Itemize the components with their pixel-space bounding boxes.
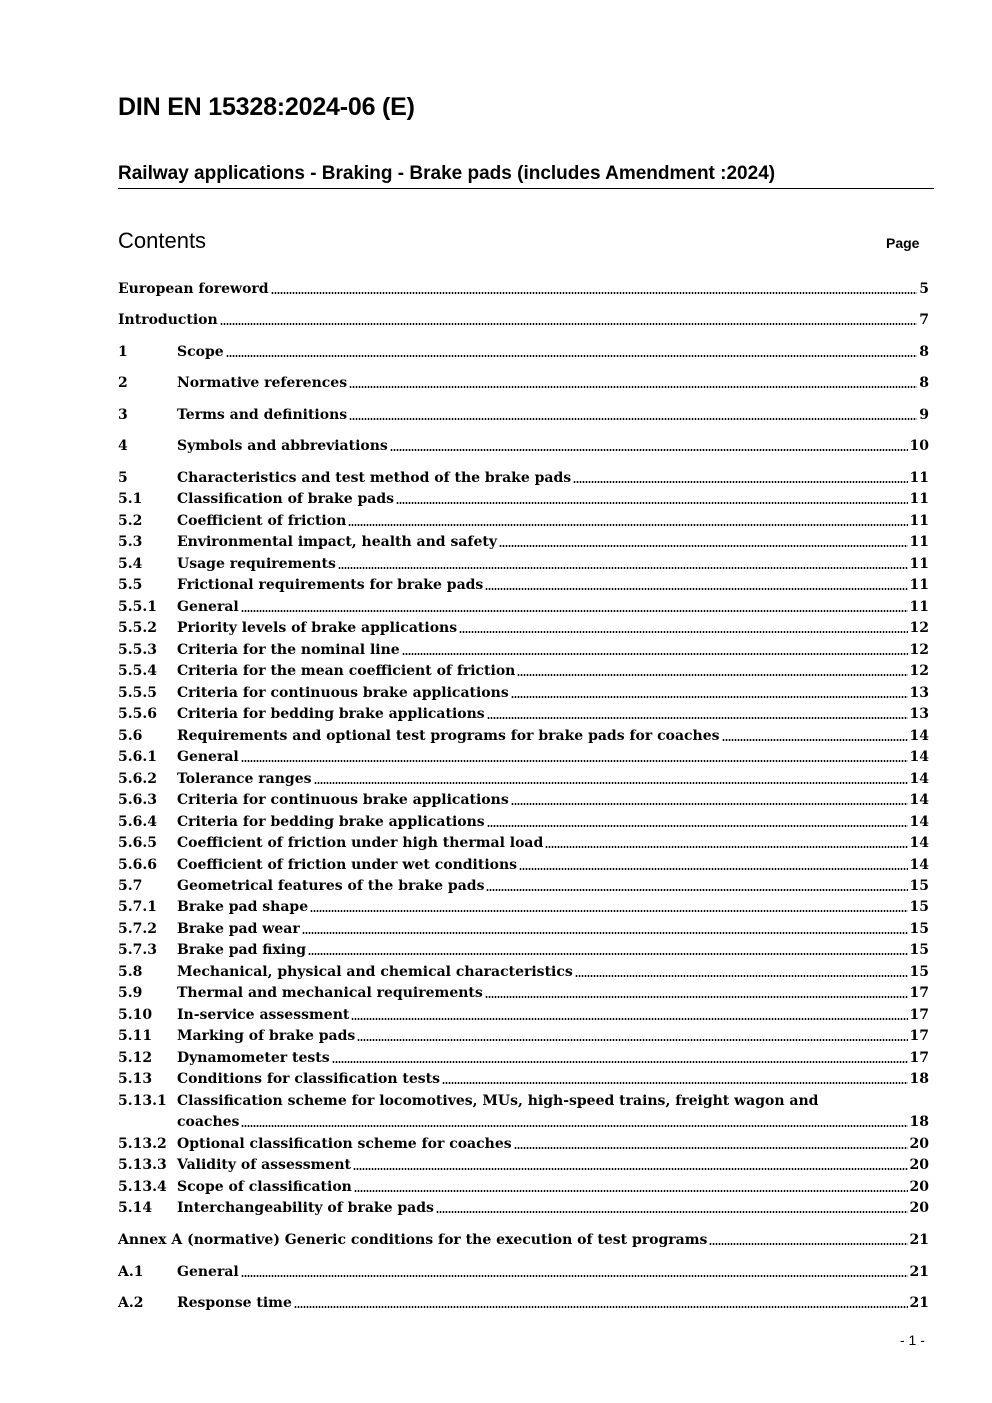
- toc-entry-title: Frictional requirements for brake pads: [177, 577, 484, 593]
- dot-leader: [575, 975, 908, 977]
- dot-leader: [220, 323, 918, 325]
- toc-entry[interactable]: [118, 683, 929, 703]
- toc-entry-number: 5.2: [118, 513, 143, 529]
- toc-entry-number: 5.9: [118, 985, 143, 1001]
- toc-entry[interactable]: [118, 1230, 929, 1250]
- dot-leader: [396, 502, 907, 504]
- toc-entry-page: 18: [909, 1114, 929, 1130]
- toc-entry-page: 15: [909, 921, 929, 937]
- toc-entry-number: 5.5.5: [118, 685, 157, 701]
- dot-leader: [353, 1168, 908, 1170]
- toc-entry-page: 20: [909, 1157, 929, 1173]
- toc-entry-title: Criteria for the mean coefficient of friction: [177, 663, 516, 679]
- dot-leader: [499, 545, 908, 547]
- toc-entry-title: European foreword: [118, 281, 269, 297]
- toc-entry-title: Marking of brake pads: [177, 1028, 356, 1044]
- dot-leader: [354, 1190, 908, 1192]
- toc-entry-number: 5.5.6: [118, 706, 157, 722]
- toc-entry[interactable]: [118, 769, 929, 789]
- toc-entry[interactable]: [118, 1134, 929, 1154]
- toc-entry[interactable]: [118, 1198, 929, 1218]
- dot-leader: [402, 653, 908, 655]
- toc-entry[interactable]: [118, 833, 929, 853]
- toc-entry-title: Criteria for the nominal line: [177, 642, 400, 658]
- toc-entry-title: Interchangeability of brake pads: [177, 1200, 434, 1216]
- toc-entry-number: 5.6: [118, 728, 143, 744]
- toc-entry-title: Criteria for continuous brake applications: [177, 792, 509, 808]
- toc-entry-page: 11: [909, 470, 929, 486]
- toc-entry-title: Scope: [177, 344, 224, 360]
- toc-entry[interactable]: [118, 704, 929, 724]
- toc-entry-number: 5.6.5: [118, 835, 157, 851]
- toc-entry-title: Thermal and mechanical requirements: [177, 985, 483, 1001]
- toc-entry[interactable]: [118, 962, 929, 982]
- toc-entry[interactable]: [118, 1293, 929, 1313]
- toc-entry-title: Response time: [177, 1295, 292, 1311]
- toc-entry-page: 10: [909, 438, 929, 454]
- toc-entry-title: Mechanical, physical and chemical characteristics: [177, 964, 573, 980]
- toc-entry-title: Symbols and abbreviations: [177, 438, 388, 454]
- toc-entry-number: 5.6.1: [118, 749, 157, 765]
- toc-entry[interactable]: [118, 597, 929, 617]
- toc-entry-number: 5.13.1: [118, 1093, 167, 1109]
- dot-leader: [573, 481, 907, 483]
- toc-entry-number: 5.13.4: [118, 1179, 167, 1195]
- toc-entry-page: 5: [919, 281, 929, 297]
- toc-entry-title: General: [177, 1264, 239, 1280]
- toc-entry-title: Environmental impact, health and safety: [177, 534, 497, 550]
- toc-entry-page: 7: [919, 312, 929, 328]
- toc-entry-page: 14: [909, 835, 929, 851]
- toc-entry[interactable]: [118, 812, 929, 832]
- toc-entry-title: Criteria for bedding brake applications: [177, 706, 485, 722]
- toc-entry-page: 17: [909, 1050, 929, 1066]
- toc-entry[interactable]: [118, 1177, 929, 1197]
- toc-entry-title: Dynamometer tests: [177, 1050, 330, 1066]
- toc-entry[interactable]: [118, 1048, 929, 1068]
- toc-entry-page: 20: [909, 1179, 929, 1195]
- dot-leader: [442, 1082, 908, 1084]
- toc-entry[interactable]: [118, 1005, 929, 1025]
- dot-leader: [487, 717, 908, 719]
- dot-leader: [294, 1306, 908, 1308]
- toc-entry-title: Brake pad shape: [177, 899, 309, 915]
- dot-leader: [349, 386, 917, 388]
- toc-entry-page: 14: [909, 728, 929, 744]
- dot-leader: [485, 588, 907, 590]
- dot-leader: [514, 1147, 908, 1149]
- toc-entry-page: 18: [909, 1071, 929, 1087]
- toc-entry-page: 14: [909, 749, 929, 765]
- toc-entry[interactable]: [118, 726, 929, 746]
- toc-entry[interactable]: [118, 342, 929, 362]
- toc-entry[interactable]: [118, 790, 929, 810]
- toc-entry-page: 8: [919, 375, 929, 391]
- toc-entry-title: Coefficient of friction: [177, 513, 347, 529]
- toc-entry-page: 13: [909, 706, 929, 722]
- toc-entry-page: 11: [909, 556, 929, 572]
- toc-entry[interactable]: [118, 1262, 929, 1282]
- dot-leader: [241, 760, 908, 762]
- toc-entry-number: 5.5.4: [118, 663, 157, 679]
- toc-entry-page: 14: [909, 857, 929, 873]
- toc-entry-number: 5.13: [118, 1071, 153, 1087]
- toc-entry-page: 21: [909, 1295, 929, 1311]
- toc-entry-number: 4: [118, 438, 128, 454]
- dot-leader: [722, 739, 908, 741]
- dot-leader: [332, 1061, 908, 1063]
- toc-entry-number: A.2: [118, 1295, 144, 1311]
- toc-entry[interactable]: [118, 897, 929, 917]
- toc-entry[interactable]: [118, 310, 929, 330]
- toc-entry-title: Conditions for classification tests: [177, 1071, 440, 1087]
- toc-entry-number: 5.8: [118, 964, 143, 980]
- toc-entry-page: 12: [909, 663, 929, 679]
- toc-entry-title: In-service assessment: [177, 1007, 350, 1023]
- dot-leader: [349, 418, 917, 420]
- toc-entry-title: Classification of brake pads: [177, 491, 395, 507]
- dot-leader: [485, 996, 908, 998]
- toc-entry-title: Coefficient of friction under wet conditions: [177, 857, 518, 873]
- toc-entry-title: Scope of classification: [177, 1179, 352, 1195]
- toc-entry-title: Brake pad wear: [177, 921, 300, 937]
- dot-leader: [459, 631, 907, 633]
- toc-entry[interactable]: [118, 1091, 929, 1131]
- toc-entry-page: 11: [909, 491, 929, 507]
- dot-leader: [511, 696, 908, 698]
- toc-entry-page: 21: [909, 1232, 929, 1248]
- toc-entry-title: Characteristics and test method of the brake pads: [177, 470, 572, 486]
- toc-entry-page: 11: [909, 513, 929, 529]
- toc-entry-page: 15: [909, 899, 929, 915]
- contents-heading: Contents: [118, 228, 207, 253]
- toc-entry-page: 12: [909, 642, 929, 658]
- toc-entry-page: 15: [909, 964, 929, 980]
- toc-entry-page: 14: [909, 771, 929, 787]
- toc-entry-number: 3: [118, 407, 128, 423]
- toc-entry-number: 5.14: [118, 1200, 153, 1216]
- toc-entry-number: 5.7: [118, 878, 143, 894]
- toc-entry-page: 15: [909, 942, 929, 958]
- toc-entry-title: General: [177, 749, 239, 765]
- dot-leader: [545, 846, 907, 848]
- toc-entry-title: Geometrical features of the brake pads: [177, 878, 485, 894]
- toc-entry-title: Criteria for continuous brake applications: [177, 685, 509, 701]
- dot-leader: [357, 1039, 907, 1041]
- toc-entry-page: 17: [909, 1028, 929, 1044]
- toc-entry-number: 5.6.6: [118, 857, 157, 873]
- toc-entry-number: 5.6.3: [118, 792, 157, 808]
- toc-entry[interactable]: [118, 747, 929, 767]
- toc-entry[interactable]: [118, 876, 929, 896]
- toc-entry-title: Introduction: [118, 312, 218, 328]
- document-title: DIN EN 15328:2024-06 (E): [118, 93, 415, 121]
- toc-entry-page: 14: [909, 814, 929, 830]
- toc-entry[interactable]: [118, 640, 929, 660]
- toc-entry-page: 14: [909, 792, 929, 808]
- dot-leader: [314, 782, 908, 784]
- dot-leader: [310, 910, 907, 912]
- toc-entry-page: 17: [909, 985, 929, 1001]
- toc-entry-number: 5.4: [118, 556, 143, 572]
- toc-entry-title: Brake pad fixing: [177, 942, 307, 958]
- toc-entry-page: 8: [919, 344, 929, 360]
- dot-leader: [511, 803, 908, 805]
- toc-entry-number: 5.10: [118, 1007, 153, 1023]
- toc-entry-page: 11: [909, 599, 929, 615]
- toc-entry-page: 11: [909, 534, 929, 550]
- toc-entry[interactable]: [118, 661, 929, 681]
- dot-leader: [436, 1211, 908, 1213]
- toc-entry-number: A.1: [118, 1264, 144, 1280]
- dot-leader: [390, 449, 908, 451]
- toc-entry-number: 5.5.1: [118, 599, 157, 615]
- toc-entry-title: Terms and definitions: [177, 407, 348, 423]
- toc-entry-title: Priority levels of brake applications: [177, 620, 458, 636]
- toc-entry-number: 5.5.3: [118, 642, 157, 658]
- toc-entry[interactable]: [118, 468, 929, 488]
- toc-entry-page: 20: [909, 1200, 929, 1216]
- dot-leader: [308, 953, 907, 955]
- toc-entry[interactable]: [118, 575, 929, 595]
- toc-entry-page: 12: [909, 620, 929, 636]
- toc-entry-page: 20: [909, 1136, 929, 1152]
- toc-entry-title: Annex A (normative) Generic conditions for the execution of test programs: [118, 1232, 708, 1248]
- dot-leader: [271, 292, 918, 294]
- toc-entry-page: 11: [909, 577, 929, 593]
- toc-entry[interactable]: [118, 1069, 929, 1089]
- toc-entry-title: General: [177, 599, 239, 615]
- toc-entry-number: 5.6.4: [118, 814, 157, 830]
- dot-leader: [348, 524, 907, 526]
- toc-entry[interactable]: [118, 436, 929, 456]
- dot-leader: [302, 932, 908, 934]
- toc-entry-number: 5.13.2: [118, 1136, 167, 1152]
- toc-entry-number: 5.5.2: [118, 620, 157, 636]
- toc-entry-title: Normative references: [177, 375, 348, 391]
- toc-entry[interactable]: [118, 511, 929, 531]
- document-subtitle: Railway applications - Braking - Brake pads (includes Amendment :2024): [118, 163, 934, 189]
- toc-entry-number: 5.5: [118, 577, 143, 593]
- toc-entry-number: 5.6.2: [118, 771, 157, 787]
- toc-entry-page: 17: [909, 1007, 929, 1023]
- toc-entry[interactable]: [118, 405, 929, 425]
- toc-entry[interactable]: [118, 554, 929, 574]
- toc-entry-title-continued: coaches 18: [177, 1114, 929, 1130]
- toc-entry-page: 15: [909, 878, 929, 894]
- toc-entry-title: Requirements and optional test programs for brake pads for coaches: [177, 728, 720, 744]
- toc-entry[interactable]: [118, 855, 929, 875]
- toc-entry-number: 5.11: [118, 1028, 153, 1044]
- toc-entry-number: 5.7.3: [118, 942, 157, 958]
- toc-entry-number: 5.7.2: [118, 921, 157, 937]
- toc-entry-page: 9: [919, 407, 929, 423]
- toc-entry-page: 13: [909, 685, 929, 701]
- toc-entry[interactable]: [118, 1026, 929, 1046]
- toc-entry-number: 5.3: [118, 534, 143, 550]
- toc-entry-title: Tolerance ranges: [177, 771, 312, 787]
- toc-entry[interactable]: [118, 940, 929, 960]
- dot-leader: [241, 1125, 907, 1127]
- toc-entry[interactable]: [118, 1155, 929, 1175]
- dot-leader: [519, 868, 907, 870]
- dot-leader: [226, 355, 918, 357]
- toc-entry[interactable]: [118, 279, 929, 299]
- toc-entry-number: 5.12: [118, 1050, 153, 1066]
- toc-entry-title: Optional classification scheme for coaches: [177, 1136, 512, 1152]
- dot-leader: [241, 610, 908, 612]
- toc-entry[interactable]: [118, 983, 929, 1003]
- dot-leader: [517, 674, 907, 676]
- toc-entry[interactable]: [118, 532, 929, 552]
- toc-entry[interactable]: [118, 373, 929, 393]
- toc-entry-number: 5.7.1: [118, 899, 157, 915]
- toc-entry-number: 1: [118, 344, 128, 360]
- toc-entry-number: 5.13.3: [118, 1157, 167, 1173]
- dot-leader: [709, 1243, 907, 1245]
- dot-leader: [338, 567, 908, 569]
- dot-leader: [241, 1275, 908, 1277]
- toc-entry-title: Classification scheme for locomotives, MUs, high-speed trains, freight wagon and: [177, 1093, 819, 1109]
- page-column-heading: Page: [886, 235, 920, 251]
- toc-entry-title: Coefficient of friction under high thermal load: [177, 835, 544, 851]
- toc-entry[interactable]: [118, 489, 929, 509]
- footer-page-number: - 1 -: [900, 1332, 925, 1348]
- toc-entry-number: 2: [118, 375, 128, 391]
- dot-leader: [487, 825, 908, 827]
- dot-leader: [486, 889, 907, 891]
- dot-leader: [351, 1018, 907, 1020]
- toc-entry-number: 5.1: [118, 491, 143, 507]
- toc-entry-page: 21: [909, 1264, 929, 1280]
- toc-entry-title: Criteria for bedding brake applications: [177, 814, 485, 830]
- toc-entry-number: 5: [118, 470, 128, 486]
- toc-entry-title: Usage requirements: [177, 556, 336, 572]
- toc-entry-title: Validity of assessment: [177, 1157, 351, 1173]
- toc-entry[interactable]: [118, 618, 929, 638]
- toc-entry[interactable]: [118, 919, 929, 939]
